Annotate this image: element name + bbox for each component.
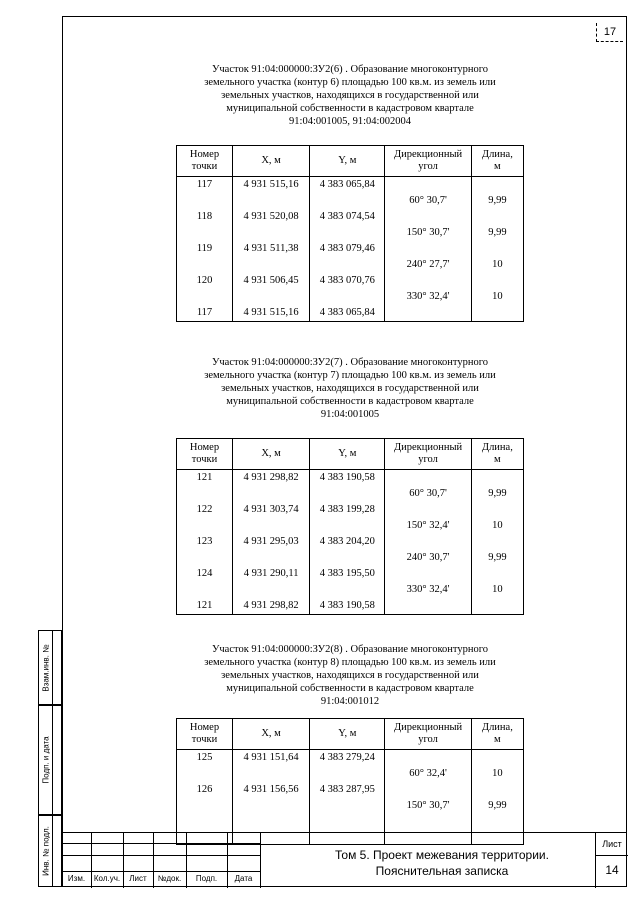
point-number: 123 <box>177 534 233 550</box>
header-length: Длина, м <box>471 719 523 750</box>
side-stamp-podp <box>38 705 62 815</box>
coord-x: 4 931 156,56 <box>233 782 310 798</box>
direction-angle: 150° 30,7' <box>385 798 471 814</box>
coordinates-table <box>176 145 524 322</box>
angle-cell <box>385 241 471 257</box>
coord-y <box>310 766 385 782</box>
table-row <box>177 566 524 582</box>
coord-x <box>233 225 310 241</box>
stamp-col-data: Дата <box>234 874 253 883</box>
coord-x: 4 931 515,16 <box>233 177 310 194</box>
angle-cell <box>385 782 471 798</box>
coord-y: 4 383 065,84 <box>310 177 385 194</box>
stamp-grid <box>62 833 260 888</box>
coord-x: 4 931 515,16 <box>233 305 310 322</box>
coord-y <box>310 550 385 566</box>
coord-y <box>310 257 385 273</box>
coord-x <box>233 193 310 209</box>
table-row <box>177 289 524 305</box>
table-row <box>177 798 524 814</box>
table-header-row <box>177 439 524 470</box>
point-number: 118 <box>177 209 233 225</box>
segment-length: 10 <box>471 289 523 305</box>
point-number <box>177 486 233 502</box>
side-label-vzam: Взам.инв. № <box>41 643 50 692</box>
angle-cell <box>385 305 471 322</box>
table-row <box>177 225 524 241</box>
point-number: 117 <box>177 177 233 194</box>
angle-cell <box>385 209 471 225</box>
table-header-row <box>177 146 524 177</box>
header-y: Y, м <box>310 439 385 470</box>
point-number <box>177 289 233 305</box>
coord-x <box>233 518 310 534</box>
coord-x: 4 931 295,03 <box>233 534 310 550</box>
point-number: 122 <box>177 502 233 518</box>
table-row <box>177 177 524 194</box>
segment-length: 10 <box>471 766 523 782</box>
coord-y: 4 383 074,54 <box>310 209 385 225</box>
table-row <box>177 766 524 782</box>
direction-angle: 240° 27,7' <box>385 257 471 273</box>
point-number: 125 <box>177 750 233 767</box>
direction-angle: 330° 32,4' <box>385 582 471 598</box>
angle-cell <box>385 566 471 582</box>
stamp-col-ndok: №док. <box>157 874 182 883</box>
table-row <box>177 486 524 502</box>
table-row <box>177 273 524 289</box>
coord-x <box>233 550 310 566</box>
top-page-number: 17 <box>596 23 623 42</box>
point-number: 121 <box>177 598 233 615</box>
table-row <box>177 209 524 225</box>
length-cell <box>471 502 523 518</box>
header-point: Номер точки <box>177 146 233 177</box>
angle-cell <box>385 502 471 518</box>
coord-x <box>233 289 310 305</box>
point-number <box>177 798 233 814</box>
coordinates-table <box>176 438 524 615</box>
coord-y <box>310 518 385 534</box>
coord-y <box>310 582 385 598</box>
coord-y: 4 383 195,50 <box>310 566 385 582</box>
header-y: Y, м <box>310 146 385 177</box>
point-number <box>177 225 233 241</box>
coord-y <box>310 798 385 814</box>
length-cell <box>471 470 523 487</box>
header-point: Номер точки <box>177 719 233 750</box>
table-header-row <box>177 719 524 750</box>
coord-y <box>310 486 385 502</box>
section-caption: Участок 91:04:000000:ЗУ2(8) . Образование многоконтурного земельного участка (контур 8) площадью 100 кв.м. из земель или земельных участков, находящихся в государственной или муниципальной собственности в кадастровом квартале 91:04:001012 <box>204 644 496 707</box>
coord-x: 4 931 506,45 <box>233 273 310 289</box>
direction-angle: 60° 30,7' <box>385 486 471 502</box>
coord-x <box>233 257 310 273</box>
coord-y <box>310 289 385 305</box>
table-row <box>177 582 524 598</box>
point-number: 119 <box>177 241 233 257</box>
title-block <box>62 832 627 888</box>
segment-length: 9,99 <box>471 193 523 209</box>
direction-angle: 330° 32,4' <box>385 289 471 305</box>
coord-x: 4 931 303,74 <box>233 502 310 518</box>
coord-y: 4 383 190,58 <box>310 470 385 487</box>
segment-length: 10 <box>471 518 523 534</box>
table-row <box>177 470 524 487</box>
header-length: Длина, м <box>471 439 523 470</box>
header-point: Номер точки <box>177 439 233 470</box>
point-number <box>177 518 233 534</box>
coord-y: 4 383 079,46 <box>310 241 385 257</box>
coord-x <box>233 798 310 814</box>
section-caption: Участок 91:04:000000:ЗУ2(6) . Образование многоконтурного земельного участка (контур 6) площадью 100 кв.м. из земель или земельных участков, находящихся в государственной или муниципальной собственности в кадастровом квартале 91:04:001005, 91:04:002004 <box>204 64 496 127</box>
header-angle: Дирекционный угол <box>385 146 471 177</box>
point-number <box>177 193 233 209</box>
coord-y: 4 383 204,20 <box>310 534 385 550</box>
header-angle: Дирекционный угол <box>385 719 471 750</box>
coordinates-table <box>176 718 524 845</box>
direction-angle: 150° 30,7' <box>385 225 471 241</box>
table-row <box>177 305 524 322</box>
sheet-cell <box>595 833 628 888</box>
segment-length: 9,99 <box>471 225 523 241</box>
table-row <box>177 782 524 798</box>
length-cell <box>471 273 523 289</box>
length-cell <box>471 750 523 767</box>
angle-cell <box>385 750 471 767</box>
segment-length: 9,99 <box>471 550 523 566</box>
coord-x: 4 931 511,38 <box>233 241 310 257</box>
point-number: 126 <box>177 782 233 798</box>
header-x: X, м <box>233 719 310 750</box>
table-row <box>177 750 524 767</box>
length-cell <box>471 598 523 615</box>
coord-y <box>310 193 385 209</box>
stamp-col-podp: Подп. <box>195 874 218 883</box>
direction-angle: 240° 30,7' <box>385 550 471 566</box>
length-cell <box>471 209 523 225</box>
table-row <box>177 598 524 615</box>
sheet-label: Лист <box>596 833 628 856</box>
stamp-col-izm: Изм. <box>67 874 86 883</box>
length-cell <box>471 241 523 257</box>
direction-angle: 150° 32,4' <box>385 518 471 534</box>
coord-x: 4 931 151,64 <box>233 750 310 767</box>
stamp-col-koluch: Кол.уч. <box>93 874 121 883</box>
sheet-number: 14 <box>605 863 619 877</box>
segment-length: 10 <box>471 582 523 598</box>
section-parcel-6 <box>176 63 524 322</box>
coord-y <box>310 225 385 241</box>
segment-length: 10 <box>471 257 523 273</box>
point-number <box>177 550 233 566</box>
point-number: 120 <box>177 273 233 289</box>
coord-y: 4 383 287,95 <box>310 782 385 798</box>
table-row <box>177 502 524 518</box>
table-row <box>177 550 524 566</box>
coord-x <box>233 486 310 502</box>
angle-cell <box>385 273 471 289</box>
coord-y: 4 383 065,84 <box>310 305 385 322</box>
coord-x <box>233 766 310 782</box>
point-number: 124 <box>177 566 233 582</box>
side-stamp-vzam <box>38 630 62 705</box>
point-number <box>177 582 233 598</box>
direction-angle: 60° 32,4' <box>385 766 471 782</box>
document-title: Том 5. Проект межевания территории. Пояснительная записка <box>335 848 549 878</box>
angle-cell <box>385 534 471 550</box>
header-angle: Дирекционный угол <box>385 439 471 470</box>
header-x: X, м <box>233 439 310 470</box>
point-number <box>177 257 233 273</box>
length-cell <box>471 782 523 798</box>
side-stamp-inv <box>38 815 62 887</box>
side-label-inv: Инв. № подл. <box>41 826 50 876</box>
segment-length: 9,99 <box>471 486 523 502</box>
stamp-col-list: Лист <box>129 874 147 883</box>
table-row <box>177 257 524 273</box>
segment-length: 9,99 <box>471 798 523 814</box>
coord-y: 4 383 190,58 <box>310 598 385 615</box>
table-row <box>177 534 524 550</box>
point-number <box>177 766 233 782</box>
angle-cell <box>385 470 471 487</box>
table-row <box>177 241 524 257</box>
angle-cell <box>385 177 471 194</box>
header-y: Y, м <box>310 719 385 750</box>
side-label-podp: Подп. и дата <box>41 736 50 784</box>
coord-y: 4 383 279,24 <box>310 750 385 767</box>
coord-x: 4 931 298,82 <box>233 598 310 615</box>
coord-x: 4 931 298,82 <box>233 470 310 487</box>
length-cell <box>471 566 523 582</box>
angle-cell <box>385 598 471 615</box>
coord-y: 4 383 070,76 <box>310 273 385 289</box>
length-cell <box>471 177 523 194</box>
point-number: 121 <box>177 470 233 487</box>
table-row <box>177 193 524 209</box>
direction-angle: 60° 30,7' <box>385 193 471 209</box>
section-parcel-7 <box>176 356 524 615</box>
header-x: X, м <box>233 146 310 177</box>
coord-x <box>233 582 310 598</box>
length-cell <box>471 305 523 322</box>
coord-x: 4 931 520,08 <box>233 209 310 225</box>
point-number: 117 <box>177 305 233 322</box>
coord-x: 4 931 290,11 <box>233 566 310 582</box>
table-row <box>177 518 524 534</box>
length-cell <box>471 534 523 550</box>
coord-y: 4 383 199,28 <box>310 502 385 518</box>
section-caption: Участок 91:04:000000:ЗУ2(7) . Образование многоконтурного земельного участка (контур 7) площадью 100 кв.м. из земель или земельных участков, находящихся в государственной или муниципальной собственности в кадастровом квартале 91:04:001005 <box>204 357 496 420</box>
header-length: Длина, м <box>471 146 523 177</box>
